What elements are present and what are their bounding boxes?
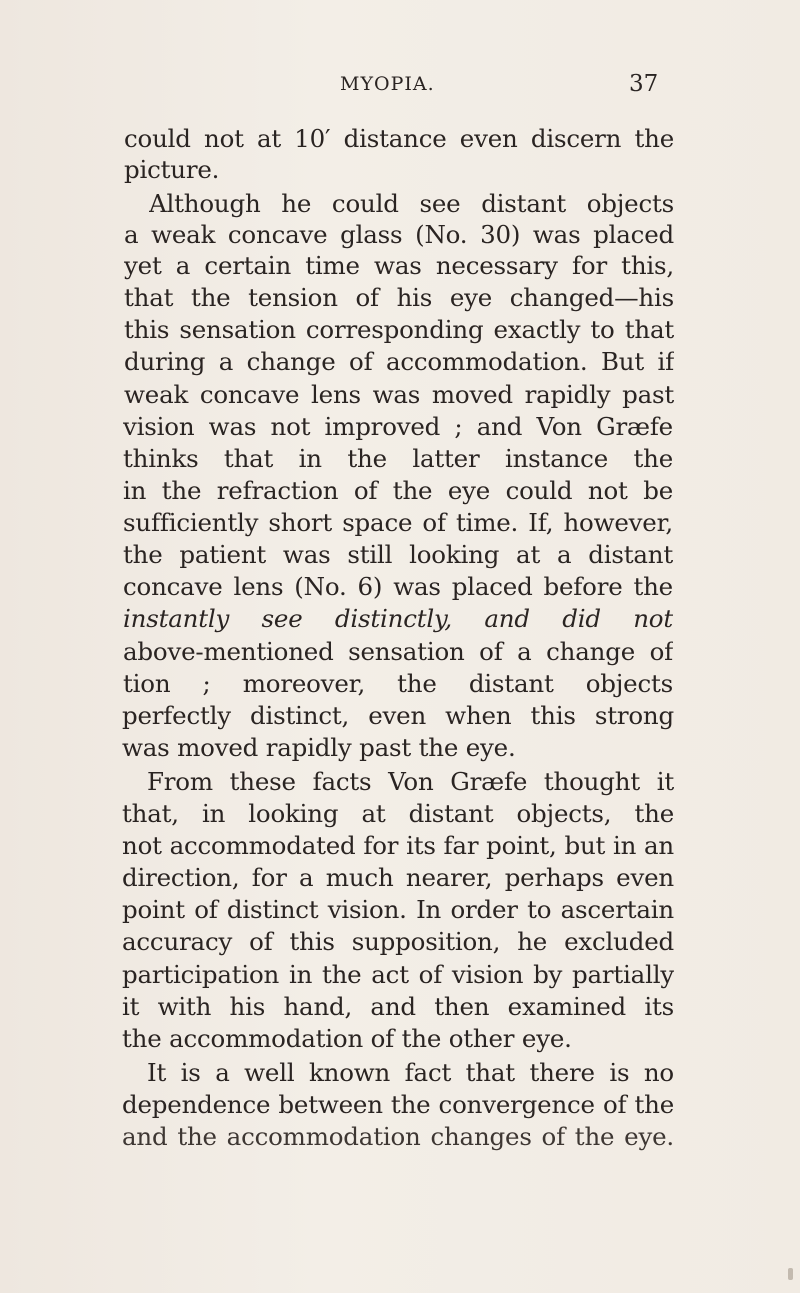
text-line: dependence between the convergence of the	[122, 1090, 674, 1119]
text-line: it with his hand, and then examined its	[122, 992, 674, 1021]
page-blemish	[788, 1268, 793, 1280]
text-line: participation in the act of vision by partially	[122, 960, 674, 989]
text-line: From these facts Von Græfe thought it	[147, 767, 674, 796]
text-line: sufficiently short space of time. If, however,	[123, 508, 673, 537]
text-line: during a change of accommodation. But if	[124, 347, 674, 376]
text-line: that the tension of his eye changed—his	[124, 283, 674, 312]
text-line: vision was not improved ; and Von Græfe	[123, 412, 673, 441]
text-line: the patient was still looking at a distant	[123, 540, 673, 569]
text-line: the accommodation of the other eye.	[122, 1024, 572, 1053]
text-line: perfectly distinct, even when this strong	[122, 701, 674, 730]
text-line: tion ; moreover, the distant objects	[123, 669, 673, 698]
page-number: 37	[629, 71, 659, 97]
text-line: point of distinct vision. In order to ascertain	[122, 895, 674, 924]
running-head-title: MYOPIA.	[340, 73, 435, 95]
text-line: this sensation corresponding exactly to that	[124, 315, 674, 344]
text-line: was moved rapidly past the eye.	[122, 733, 516, 762]
text-line: direction, for a much nearer, perhaps even	[122, 863, 674, 892]
text-line: accuracy of this supposition, he excluded	[122, 927, 674, 956]
text-line: picture.	[124, 155, 220, 184]
text-line: a weak concave glass (No. 30) was placed	[124, 220, 674, 249]
text-line: instantly see distinctly, and did not	[123, 604, 673, 633]
text-line: It is a well known fact that there is no	[147, 1058, 674, 1087]
text-line: could not at 10′ distance even discern the	[124, 124, 674, 153]
text-line: Although he could see distant objects	[149, 189, 674, 218]
text-line: and the accommodation changes of the eye.	[122, 1122, 674, 1151]
text-line: that, in looking at distant objects, the	[122, 799, 674, 828]
text-line: not accommodated for its far point, but in an	[122, 831, 674, 860]
text-line: weak concave lens was moved rapidly past	[124, 380, 674, 409]
text-line: above-mentioned sensation of a change of	[123, 637, 673, 666]
text-line: yet a certain time was necessary for this,	[124, 251, 674, 280]
text-line: in the refraction of the eye could not be	[123, 476, 673, 505]
text-line: thinks that in the latter instance the	[123, 444, 673, 473]
text-line: concave lens (No. 6) was placed before the	[123, 572, 673, 601]
